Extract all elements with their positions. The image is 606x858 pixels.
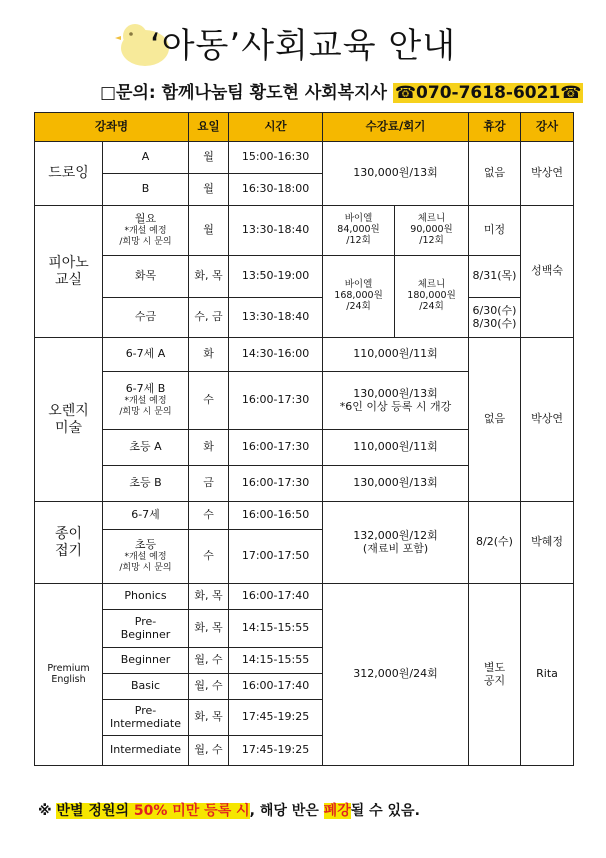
class-cell bbox=[103, 530, 189, 584]
fee-czerny-12: 체르니 90,000원 /12회 bbox=[395, 206, 469, 256]
note-highlight-2: 폐강 bbox=[323, 803, 351, 819]
class-time: 13:30-18:40 bbox=[229, 298, 323, 338]
class-name: 화목 bbox=[103, 256, 189, 298]
table-row bbox=[35, 338, 574, 372]
class-day: 수 bbox=[189, 372, 229, 430]
class-name: 초등 A bbox=[103, 430, 189, 466]
class-time: 16:00-17:40 bbox=[229, 584, 323, 610]
class-day: 화 bbox=[189, 430, 229, 466]
table-row bbox=[35, 142, 574, 174]
class-teacher: 박상연 bbox=[521, 142, 574, 206]
class-time: 16:00-17:30 bbox=[229, 430, 323, 466]
class-fee: 130,000원/13회 *6인 이상 등록 시 개강 bbox=[323, 372, 469, 430]
class-note: *개설 예정 /희망 시 문의 bbox=[119, 226, 172, 247]
note-part-1: 반별 정원의 bbox=[56, 803, 134, 819]
class-name: Pre- Intermediate bbox=[103, 700, 189, 736]
class-time: 14:30-16:00 bbox=[229, 338, 323, 372]
class-fee: 110,000원/11회 bbox=[323, 338, 469, 372]
class-fee: 312,000원/24회 bbox=[323, 584, 469, 766]
class-day: 수 bbox=[189, 502, 229, 530]
class-name: B bbox=[103, 174, 189, 206]
schedule-table bbox=[34, 112, 574, 766]
phone-number: ☎070-7618-6021☎ bbox=[394, 83, 582, 103]
class-name: Pre- Beginner bbox=[103, 610, 189, 648]
note-highlight-1: 50% 미만 등록 시 bbox=[133, 803, 250, 819]
note-part-2: , 해당 반은 bbox=[249, 803, 324, 819]
page-title: ‘아동’사회교육 안내 bbox=[149, 26, 457, 66]
class-name: Phonics bbox=[103, 584, 189, 610]
class-fee: 110,000원/11회 bbox=[323, 430, 469, 466]
class-teacher: 박혜정 bbox=[521, 502, 574, 584]
table-row bbox=[35, 256, 574, 298]
class-holiday: 8/31(목) bbox=[469, 256, 521, 298]
note-mark: ※ bbox=[38, 803, 57, 819]
class-name: 수금 bbox=[103, 298, 189, 338]
class-day: 수 bbox=[189, 530, 229, 584]
class-day: 금 bbox=[189, 466, 229, 502]
class-name: 초등 bbox=[134, 538, 157, 552]
fee-czerny-24: 체르니 180,000원 /24회 bbox=[395, 256, 469, 338]
course-name: Premium English bbox=[35, 584, 103, 766]
class-name: 월요 bbox=[134, 212, 157, 226]
course-name: 오렌지 미술 bbox=[35, 338, 103, 502]
col-teacher: 강사 bbox=[521, 113, 574, 142]
class-day: 화 bbox=[189, 338, 229, 372]
table-row bbox=[35, 206, 574, 256]
class-time: 15:00-16:30 bbox=[229, 142, 323, 174]
class-name: A bbox=[103, 142, 189, 174]
col-day: 요일 bbox=[189, 113, 229, 142]
class-holiday: 미정 bbox=[469, 206, 521, 256]
class-day: 화, 목 bbox=[189, 584, 229, 610]
class-holiday: 별도 공지 bbox=[469, 584, 521, 766]
contact-line bbox=[100, 78, 583, 103]
contact-text: □문의: 함께나눔팀 황도현 사회복지사 bbox=[100, 83, 393, 103]
class-day: 월, 수 bbox=[189, 648, 229, 674]
class-name: 6-7세 A bbox=[103, 338, 189, 372]
class-time: 16:30-18:00 bbox=[229, 174, 323, 206]
class-note: *개설 예정 /희망 시 문의 bbox=[119, 396, 172, 417]
col-course: 강좌명 bbox=[35, 113, 189, 142]
class-time: 13:30-18:40 bbox=[229, 206, 323, 256]
class-day: 월, 수 bbox=[189, 674, 229, 700]
class-cell bbox=[103, 206, 189, 256]
class-name: Beginner bbox=[103, 648, 189, 674]
class-time: 16:00-17:30 bbox=[229, 372, 323, 430]
title-area bbox=[0, 18, 606, 67]
class-time: 14:15-15:55 bbox=[229, 648, 323, 674]
class-cell bbox=[103, 372, 189, 430]
col-time: 시간 bbox=[229, 113, 323, 142]
class-time: 16:00-17:30 bbox=[229, 466, 323, 502]
class-note: *개설 예정 /희망 시 문의 bbox=[119, 552, 172, 573]
class-name: 6-7세 bbox=[103, 502, 189, 530]
class-day: 월 bbox=[189, 206, 229, 256]
col-fee: 수강료/회기 bbox=[323, 113, 469, 142]
class-day: 화, 목 bbox=[189, 256, 229, 298]
class-name: 초등 B bbox=[103, 466, 189, 502]
class-time: 17:00-17:50 bbox=[229, 530, 323, 584]
class-holiday: 없음 bbox=[469, 338, 521, 502]
class-day: 화, 목 bbox=[189, 610, 229, 648]
class-name: Intermediate bbox=[103, 736, 189, 766]
class-day: 화, 목 bbox=[189, 700, 229, 736]
table-row bbox=[35, 298, 574, 338]
class-teacher: 성백숙 bbox=[521, 206, 574, 338]
class-holiday: 6/30(수) 8/30(수) bbox=[469, 298, 521, 338]
class-name: Basic bbox=[103, 674, 189, 700]
footer-note bbox=[38, 800, 420, 820]
header-row bbox=[35, 113, 574, 142]
fee-bayer-12: 바이엘 84,000원 /12회 bbox=[323, 206, 395, 256]
class-time: 17:45-19:25 bbox=[229, 736, 323, 766]
course-name: 피아노 교실 bbox=[35, 206, 103, 338]
class-day: 월 bbox=[189, 174, 229, 206]
class-day: 수, 금 bbox=[189, 298, 229, 338]
class-name: 6-7세 B bbox=[125, 382, 166, 396]
course-name: 드로잉 bbox=[35, 142, 103, 206]
table-row bbox=[35, 584, 574, 610]
class-teacher: Rita bbox=[521, 584, 574, 766]
table-row bbox=[35, 502, 574, 530]
class-teacher: 박상연 bbox=[521, 338, 574, 502]
note-part-3: 될 수 있음. bbox=[350, 803, 420, 819]
class-time: 13:50-19:00 bbox=[229, 256, 323, 298]
class-fee: 130,000원/13회 bbox=[323, 466, 469, 502]
class-fee: 132,000원/12회 (재료비 포함) bbox=[323, 502, 469, 584]
col-holiday: 휴강 bbox=[469, 113, 521, 142]
class-fee: 130,000원/13회 bbox=[323, 142, 469, 206]
course-name: 종이 접기 bbox=[35, 502, 103, 584]
fee-bayer-24: 바이엘 168,000원 /24회 bbox=[323, 256, 395, 338]
class-time: 17:45-19:25 bbox=[229, 700, 323, 736]
class-time: 14:15-15:55 bbox=[229, 610, 323, 648]
class-holiday: 8/2(수) bbox=[469, 502, 521, 584]
class-holiday: 없음 bbox=[469, 142, 521, 206]
class-time: 16:00-17:40 bbox=[229, 674, 323, 700]
class-day: 월 bbox=[189, 142, 229, 174]
class-time: 16:00-16:50 bbox=[229, 502, 323, 530]
class-day: 월, 수 bbox=[189, 736, 229, 766]
